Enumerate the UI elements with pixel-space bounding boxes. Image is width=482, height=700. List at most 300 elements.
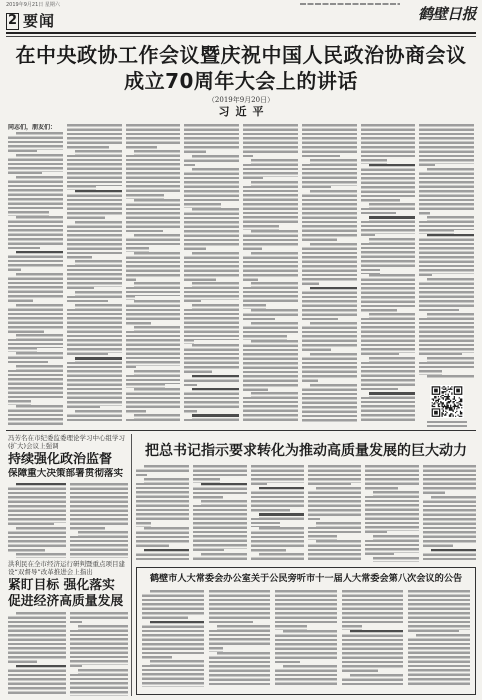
text-paragraph (243, 124, 298, 159)
feature-text-lines (423, 465, 476, 562)
paragraph-indent (361, 392, 369, 396)
paragraph-indent (142, 660, 150, 664)
paragraph-indent (243, 159, 251, 163)
paragraph-indent (251, 513, 259, 517)
paragraph-indent (67, 221, 75, 225)
notice-column (275, 590, 337, 690)
paragraph-indent (419, 234, 427, 238)
paragraph-indent (126, 252, 134, 256)
text-paragraph (184, 208, 239, 252)
paragraph-indent (67, 260, 75, 264)
feature-column (193, 465, 246, 562)
text-paragraph (8, 352, 63, 365)
header-meta-text (300, 3, 400, 5)
speech-text-lines (419, 124, 474, 381)
newspaper-masthead: 鹤壁日报 (417, 5, 476, 23)
text-paragraph (67, 124, 122, 150)
issue-date: 2019年9月21日 星期六 (6, 2, 60, 8)
text-paragraph (126, 388, 181, 414)
text-paragraph (251, 465, 304, 487)
text-paragraph (8, 405, 63, 427)
paragraph-indent (209, 625, 217, 629)
paragraph-indent (67, 150, 75, 154)
text-paragraph (70, 625, 128, 669)
text-paragraph (302, 287, 357, 322)
paragraph-indent (361, 357, 369, 361)
text-paragraph (8, 304, 63, 335)
text-paragraph (275, 630, 337, 665)
text-paragraph (136, 549, 189, 562)
paragraph-indent (365, 535, 373, 539)
text-paragraph (423, 496, 476, 549)
speech-column-2 (67, 124, 122, 427)
feature-text-lines (365, 465, 418, 562)
text-paragraph (126, 370, 181, 388)
speech-salutation: 同志们，朋友们： (8, 124, 57, 131)
text-paragraph (302, 243, 357, 287)
speech-column-4 (184, 124, 239, 427)
text-paragraph (419, 313, 474, 357)
brief-headline-main: 持续强化政治监督 (8, 452, 113, 467)
paragraph-indent (126, 300, 134, 304)
paragraph-indent (419, 313, 427, 317)
brief-body-column (8, 612, 66, 696)
text-paragraph (184, 252, 239, 283)
text-paragraph (184, 414, 239, 423)
text-paragraph (8, 365, 63, 405)
text-paragraph (184, 344, 239, 375)
text-paragraph (302, 322, 357, 353)
text-paragraph (408, 634, 470, 687)
text-paragraph (361, 238, 416, 273)
brief-body (8, 612, 128, 696)
notice-title: 鹤壁市人大常委会办公室关于公民旁听市十一届人大常委会第八次会议的公告 (149, 573, 463, 584)
text-paragraph (342, 590, 404, 630)
text-paragraph (209, 652, 271, 687)
feature-headline: 把总书记指示要求转化为推动高质量发展的巨大动力 (145, 443, 467, 459)
feature-text-lines (251, 465, 304, 562)
brief-text-lines (8, 483, 66, 558)
brief-kicker: 冯芳名在市纪委监委理论学习中心组学习(扩大)会议上强调 (8, 434, 125, 450)
paragraph-indent (243, 309, 251, 313)
paragraph-indent (243, 252, 251, 256)
paragraph-indent (67, 410, 75, 414)
text-paragraph (423, 549, 476, 562)
text-paragraph (184, 375, 239, 388)
text-paragraph (126, 300, 181, 326)
text-paragraph (8, 154, 63, 176)
text-paragraph (184, 304, 239, 344)
paragraph-indent (275, 665, 283, 669)
paragraph-indent (67, 304, 75, 308)
paragraph-indent (184, 168, 192, 172)
speech-text-lines (67, 124, 122, 427)
text-paragraph (8, 483, 66, 527)
text-paragraph (8, 176, 63, 216)
speech-column-3 (126, 124, 181, 427)
paragraph-indent (423, 549, 431, 553)
text-paragraph (67, 150, 122, 190)
speech-text-lines (126, 124, 181, 427)
paragraph-indent (342, 674, 350, 678)
text-paragraph (126, 124, 181, 150)
paragraph-indent (365, 557, 373, 561)
paragraph-indent (361, 164, 369, 168)
text-paragraph (361, 392, 416, 423)
paragraph-indent (126, 326, 134, 330)
paragraph-indent (8, 154, 16, 158)
text-paragraph (365, 491, 418, 535)
feature-text-lines (193, 465, 246, 562)
text-paragraph (209, 590, 271, 625)
text-paragraph (8, 273, 63, 304)
text-paragraph (302, 384, 357, 424)
paragraph-indent (302, 287, 310, 291)
text-paragraph (126, 199, 181, 234)
notice-text-lines (142, 590, 204, 690)
brief-body-column (70, 483, 128, 558)
notice-column (342, 590, 404, 690)
paragraph-indent (302, 322, 310, 326)
brief-body (8, 483, 128, 558)
header-rule (6, 32, 476, 34)
paragraph-indent (243, 282, 251, 286)
section-divider (6, 430, 476, 431)
text-paragraph (142, 660, 204, 686)
text-paragraph (419, 234, 474, 278)
paragraph-indent (136, 549, 144, 553)
text-paragraph (8, 665, 66, 696)
text-paragraph (142, 621, 204, 661)
brief-text-lines (8, 612, 66, 696)
paragraph-indent (408, 634, 416, 638)
text-paragraph (126, 252, 181, 283)
paragraph-indent (209, 652, 217, 656)
paragraph-indent (419, 278, 427, 282)
paragraph-indent (136, 465, 144, 469)
brief-article-2 (8, 560, 128, 696)
text-paragraph (361, 124, 416, 164)
text-paragraph (251, 487, 304, 513)
brief-body-column (8, 483, 66, 558)
text-paragraph (423, 465, 476, 496)
paragraph-indent (136, 478, 144, 482)
text-paragraph (70, 483, 128, 531)
text-paragraph (243, 392, 298, 423)
paragraph-indent (8, 483, 16, 487)
text-paragraph (302, 353, 357, 384)
paragraph-indent (193, 553, 201, 557)
paragraph-indent (184, 388, 192, 392)
text-paragraph (365, 465, 418, 491)
text-paragraph (70, 531, 128, 557)
text-paragraph (126, 282, 181, 300)
text-paragraph (361, 313, 416, 357)
page-number: 2 (7, 13, 18, 28)
text-paragraph (184, 124, 239, 155)
text-paragraph (193, 553, 246, 562)
paragraph-indent (67, 291, 75, 295)
text-paragraph (67, 304, 122, 357)
lead-author: 习近平 (218, 105, 270, 118)
feature-column (365, 465, 418, 562)
paragraph-indent (302, 353, 310, 357)
text-paragraph (243, 230, 298, 252)
paragraph-indent (423, 496, 431, 500)
paragraph-indent (361, 313, 369, 317)
paragraph-indent (193, 500, 201, 504)
paragraph-indent (193, 483, 201, 487)
paragraph-indent (8, 665, 16, 669)
text-paragraph (419, 216, 474, 234)
feature-column (308, 465, 361, 562)
paragraph-indent (419, 168, 427, 172)
brief-text-lines (70, 612, 128, 696)
text-paragraph (184, 168, 239, 208)
paragraph-indent (361, 238, 369, 242)
paragraph-indent (251, 487, 259, 491)
text-paragraph (251, 527, 304, 553)
text-paragraph (8, 334, 63, 352)
paragraph-indent (8, 352, 16, 356)
paragraph-indent (8, 334, 16, 338)
text-paragraph (243, 322, 298, 340)
text-paragraph (67, 291, 122, 304)
text-paragraph (142, 590, 204, 621)
paragraph-indent (126, 150, 134, 154)
text-paragraph (8, 527, 66, 553)
speech-text-lines (184, 124, 239, 427)
text-paragraph (67, 260, 122, 291)
paragraph-indent (8, 304, 16, 308)
text-paragraph (308, 522, 361, 540)
paragraph-indent (70, 669, 78, 673)
text-paragraph (251, 513, 304, 526)
text-paragraph (136, 465, 189, 478)
text-paragraph (136, 478, 189, 526)
feature-body (136, 465, 476, 562)
notice-text-lines (408, 590, 470, 690)
paragraph-indent (361, 274, 369, 278)
paragraph-indent (243, 181, 251, 185)
public-notice-box (136, 567, 476, 695)
text-paragraph (365, 557, 418, 561)
paragraph-indent (126, 199, 134, 203)
paragraph-indent (8, 527, 16, 531)
paragraph-indent (8, 251, 16, 255)
text-paragraph (243, 159, 298, 181)
paragraph-indent (302, 190, 310, 194)
text-paragraph (275, 665, 337, 687)
qr-code[interactable] (430, 385, 464, 418)
paragraph-indent (243, 340, 251, 344)
text-paragraph (361, 203, 416, 216)
text-paragraph (126, 414, 181, 423)
text-paragraph (136, 527, 189, 549)
feature-column (423, 465, 476, 562)
text-paragraph (419, 357, 474, 375)
text-paragraph (419, 375, 474, 379)
paragraph-indent (184, 252, 192, 256)
text-paragraph (8, 251, 63, 273)
text-paragraph (70, 669, 128, 695)
notice-text-lines (275, 590, 337, 690)
paragraph-indent (126, 414, 134, 418)
text-paragraph (67, 221, 122, 261)
speech-text-lines (8, 132, 63, 427)
text-paragraph (243, 181, 298, 229)
paragraph-indent (419, 375, 427, 379)
paragraph-indent (419, 357, 427, 361)
text-paragraph (184, 282, 239, 304)
text-paragraph (126, 326, 181, 370)
paragraph-indent (184, 282, 192, 286)
text-paragraph (67, 410, 122, 423)
paragraph-indent (67, 357, 75, 361)
paragraph-indent (308, 487, 316, 491)
text-paragraph (308, 465, 361, 487)
speech-column-1 (8, 124, 63, 427)
text-paragraph (308, 540, 361, 562)
text-paragraph (8, 132, 63, 154)
paragraph-indent (308, 522, 316, 526)
speech-column-6 (302, 124, 357, 427)
column-rule (131, 434, 132, 696)
paragraph-indent (361, 216, 369, 220)
brief-headline-sub: 促进经济高质量发展 (8, 594, 124, 609)
brief-column (8, 434, 128, 696)
paragraph-indent (8, 216, 16, 220)
paragraph-indent (184, 155, 192, 159)
paragraph-indent (302, 159, 310, 163)
paragraph-indent (8, 132, 16, 136)
text-paragraph (361, 274, 416, 314)
paragraph-indent (361, 203, 369, 207)
text-paragraph (342, 630, 404, 674)
brief-headline-sub: 保障重大决策部署贯彻落实 (8, 468, 124, 479)
text-paragraph (67, 357, 122, 410)
paragraph-indent (8, 405, 16, 409)
text-paragraph (8, 612, 66, 665)
text-paragraph (243, 340, 298, 393)
notice-column (209, 590, 271, 690)
paragraph-indent (251, 527, 259, 531)
paragraph-indent (142, 590, 150, 594)
brief-article-1 (8, 434, 128, 558)
text-paragraph (209, 625, 271, 651)
paragraph-indent (8, 273, 16, 277)
text-paragraph (419, 124, 474, 168)
text-paragraph (193, 500, 246, 553)
text-paragraph (243, 282, 298, 308)
text-paragraph (184, 388, 239, 414)
speech-column-7 (361, 124, 416, 427)
text-paragraph (361, 216, 416, 238)
speech-column-5 (243, 124, 298, 427)
paragraph-indent (184, 414, 192, 418)
notice-text-lines (342, 590, 404, 690)
text-paragraph (70, 612, 128, 625)
paragraph-indent (243, 392, 251, 396)
text-paragraph (419, 278, 474, 313)
text-paragraph (275, 590, 337, 630)
paragraph-indent (126, 282, 134, 286)
text-paragraph (361, 164, 416, 204)
qr-caption-text (427, 421, 467, 427)
speech-text-lines (243, 124, 298, 427)
paragraph-indent (184, 208, 192, 212)
paragraph-indent (342, 630, 350, 634)
feature-area (136, 434, 476, 696)
text-paragraph (419, 168, 474, 216)
paragraph-indent (126, 370, 134, 374)
speech-body (8, 124, 474, 427)
paragraph-indent (126, 234, 134, 238)
text-paragraph (408, 590, 470, 634)
brief-headline-main: 紧盯目标 强化落实 (8, 578, 115, 593)
paragraph-indent (8, 612, 16, 616)
speech-text-lines (361, 124, 416, 427)
feature-text-lines (308, 465, 361, 562)
text-paragraph (193, 465, 246, 483)
speech-text-lines (302, 124, 357, 427)
paragraph-indent (275, 630, 283, 634)
text-paragraph (302, 159, 357, 190)
lead-headline-line-2: 成立70周年大会上的讲话 (124, 69, 358, 93)
paragraph-indent (251, 553, 259, 557)
paragraph-indent (126, 388, 134, 392)
paragraph-indent (365, 491, 373, 495)
text-paragraph (193, 483, 246, 501)
text-paragraph (126, 150, 181, 198)
header-rule-thin (6, 36, 476, 37)
paragraph-indent (8, 553, 16, 557)
paragraph-indent (184, 344, 192, 348)
paragraph-indent (136, 527, 144, 531)
paragraph-indent (302, 384, 310, 388)
text-paragraph (8, 553, 66, 557)
section-title: 要闻 (23, 12, 56, 30)
lead-headline-line-1: 在中央政协工作会议暨庆祝中国人民政治协商会议 (15, 43, 467, 67)
feature-column (136, 465, 189, 562)
notice-body (142, 590, 470, 690)
text-paragraph (342, 674, 404, 687)
qr-code-block (419, 381, 474, 427)
paragraph-indent (308, 540, 316, 544)
text-paragraph (8, 216, 63, 251)
brief-text-lines (70, 483, 128, 558)
feature-column (251, 465, 304, 562)
brief-body-column (70, 612, 128, 696)
paragraph-indent (302, 243, 310, 247)
text-paragraph (365, 535, 418, 557)
text-paragraph (243, 252, 298, 283)
text-paragraph (361, 357, 416, 392)
notice-text-lines (209, 590, 271, 690)
lead-dateline: （2019年9月20日） (207, 96, 275, 104)
paragraph-indent (243, 230, 251, 234)
text-paragraph (184, 155, 239, 168)
paragraph-indent (184, 375, 192, 379)
text-paragraph (302, 190, 357, 243)
paragraph-indent (70, 531, 78, 535)
paragraph-indent (8, 176, 16, 180)
text-paragraph (67, 190, 122, 221)
paragraph-indent (142, 621, 150, 625)
text-paragraph (251, 553, 304, 562)
paragraph-indent (243, 322, 251, 326)
notice-column (408, 590, 470, 690)
